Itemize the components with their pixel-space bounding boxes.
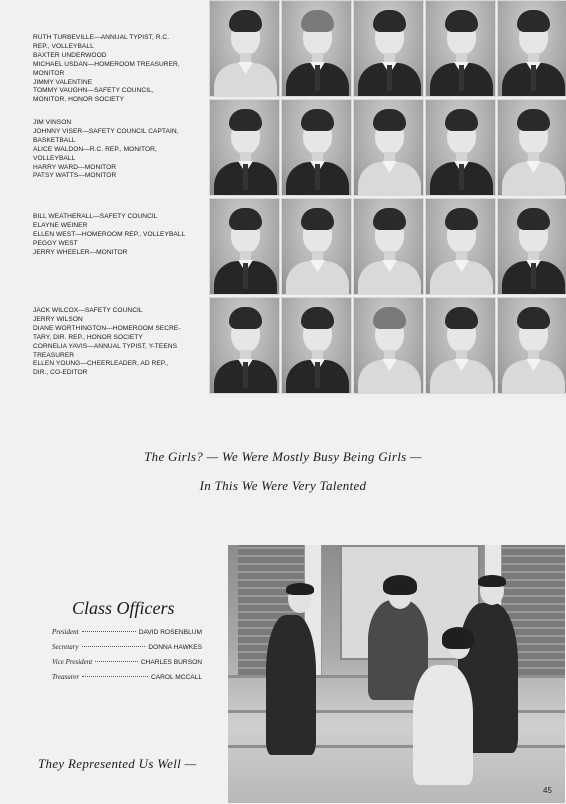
student-portrait (353, 198, 424, 295)
caption-line: MONITOR (33, 69, 65, 77)
caption-line: JIMMY VALENTINE (33, 78, 93, 86)
portrait-tie (315, 65, 320, 91)
officer-role: President (52, 628, 79, 636)
caption-line: JIM VINSON (33, 119, 72, 126)
leader-dots (82, 646, 146, 647)
caption-line: ELLEN YOUNG—CHEERLEADER, AD REP., (33, 360, 169, 368)
person-hair (478, 575, 506, 587)
portrait-hair (445, 109, 478, 131)
class-officers-title: Class Officers (72, 598, 175, 618)
student-portrait (425, 198, 496, 295)
caption-line: ELLEN WEST—HOMEROOM REP., VOLLEYBALL (33, 230, 186, 238)
portrait-hair (229, 10, 262, 32)
officer-name: CAROL MCCALL (150, 674, 202, 681)
student-portrait (425, 0, 496, 97)
tagline-talented: In This We Were Very Talented (199, 478, 367, 493)
caption-line: PEGGY WEST (33, 239, 78, 247)
caption-line: TREASURER (33, 351, 75, 359)
officer-name: DONNA HAWKES (148, 644, 202, 651)
portrait-tie (243, 164, 248, 190)
class-officers-photo (228, 545, 565, 803)
portrait-tie (387, 65, 392, 91)
tagline-girls: The Girls? — We Were Mostly Busy Being Girls — (144, 449, 422, 464)
caption-line: DIR., CO-EDITOR (33, 369, 88, 377)
portrait-grid (209, 0, 566, 398)
student-portrait (281, 0, 352, 97)
caption-line: JACK WILCOX—SAFETY COUNCIL (33, 307, 143, 314)
portrait-hair (301, 109, 334, 131)
caption-line: ELAYNE WEINER (33, 221, 88, 229)
portrait-hair (229, 109, 262, 131)
officer-role: Secretary (52, 643, 79, 651)
person-hair (286, 583, 314, 595)
officer-row-treasurer (52, 673, 202, 681)
portrait-tie (459, 164, 464, 190)
caption-line: MONITOR, HONOR SOCIETY (33, 96, 125, 104)
student-portrait (281, 297, 352, 394)
officer-row-vice-president (52, 658, 202, 666)
caption-line: VOLLEYBALL (33, 154, 76, 162)
student-portrait (209, 297, 280, 394)
student-portrait (281, 198, 352, 295)
portrait-tie (243, 263, 248, 289)
caption-line: BASKETBALL (33, 136, 76, 144)
leader-dots (82, 631, 136, 632)
caption-line: JOHNNY VISER—SAFETY COUNCIL CAPTAIN, (33, 127, 179, 135)
caption-line: TARY, DIR. REP., HONOR SOCIETY (33, 333, 143, 341)
portrait-hair (445, 208, 478, 230)
portrait-hair (445, 10, 478, 32)
caption-line: JERRY WHEELER—MONITOR (33, 248, 128, 256)
caption-line: JERRY WILSON (33, 315, 83, 323)
person-hair (383, 575, 417, 595)
leader-dots (95, 661, 138, 662)
student-portrait (281, 99, 352, 196)
student-portrait (353, 297, 424, 394)
portrait-tie (531, 65, 536, 91)
student-portrait (209, 198, 280, 295)
caption-line: PATSY WATTS—MONITOR (33, 172, 117, 180)
portrait-hair (445, 307, 478, 329)
officer-row-secretary (52, 643, 202, 651)
portrait-hair (301, 10, 334, 32)
student-portrait (209, 0, 280, 97)
portrait-hair (517, 109, 550, 131)
caption-line: REP., VOLLEYBALL (33, 42, 94, 50)
portrait-hair (229, 208, 262, 230)
officer-name: DAVID ROSENBLUM (138, 629, 202, 636)
portrait-tie (315, 362, 320, 388)
portrait-hair (373, 10, 406, 32)
student-portrait (497, 198, 566, 295)
closing-caption: They Represented Us Well — (38, 756, 197, 771)
caption-block-row-4 (33, 307, 205, 378)
portrait-hair (301, 208, 334, 230)
portrait-hair (517, 208, 550, 230)
caption-line: CORNELIA YAVIS—ANNUAL TYPIST, Y-TEENS (33, 342, 178, 350)
portrait-hair (229, 307, 262, 329)
student-portrait (353, 99, 424, 196)
student-portrait (425, 297, 496, 394)
portrait-hair (373, 208, 406, 230)
caption-block-row-2 (33, 119, 205, 181)
caption-block-row-3 (33, 213, 205, 258)
person-seated-foreground (413, 665, 473, 785)
caption-line: BAXTER UNDERWOOD (33, 51, 107, 59)
officer-row-president (52, 628, 202, 636)
caption-block-row-1 (33, 34, 205, 105)
caption-line: RUTH TURBEVILLE—ANNUAL TYPIST, R.C. (33, 34, 170, 41)
student-portrait (353, 0, 424, 97)
student-portrait (497, 297, 566, 394)
officer-role: Vice President (52, 658, 93, 666)
student-portrait (425, 99, 496, 196)
caption-line: TOMMY VAUGHN—SAFETY COUNCIL, (33, 87, 154, 95)
portrait-tie (243, 362, 248, 388)
officer-role: Treasurer (52, 673, 80, 681)
portrait-hair (517, 307, 550, 329)
portrait-hair (301, 307, 334, 329)
portrait-tie (531, 263, 536, 289)
portrait-tie (459, 65, 464, 91)
officer-name: CHARLES BURSON (140, 659, 202, 666)
page-number: 45 (543, 786, 552, 795)
caption-line: ALICE WALDON—R.C. REP., MONITOR, (33, 145, 157, 153)
person-seated-left (266, 615, 316, 755)
caption-line: DIANE WORTHINGTON—HOMEROOM SECRE- (33, 324, 181, 332)
portrait-tie (315, 164, 320, 190)
portrait-hair (373, 307, 406, 329)
student-portrait (497, 99, 566, 196)
portrait-hair (517, 10, 550, 32)
portrait-hair (373, 109, 406, 131)
person-hair (442, 627, 474, 649)
caption-line: HARRY WARD—MONITOR (33, 163, 117, 171)
caption-line: MICHAEL USDAN—HOMEROOM TREASURER, (33, 60, 180, 68)
student-portrait (209, 99, 280, 196)
student-portrait (497, 0, 566, 97)
caption-line: BILL WEATHERALL—SAFETY COUNCIL (33, 213, 158, 220)
leader-dots (82, 676, 148, 677)
